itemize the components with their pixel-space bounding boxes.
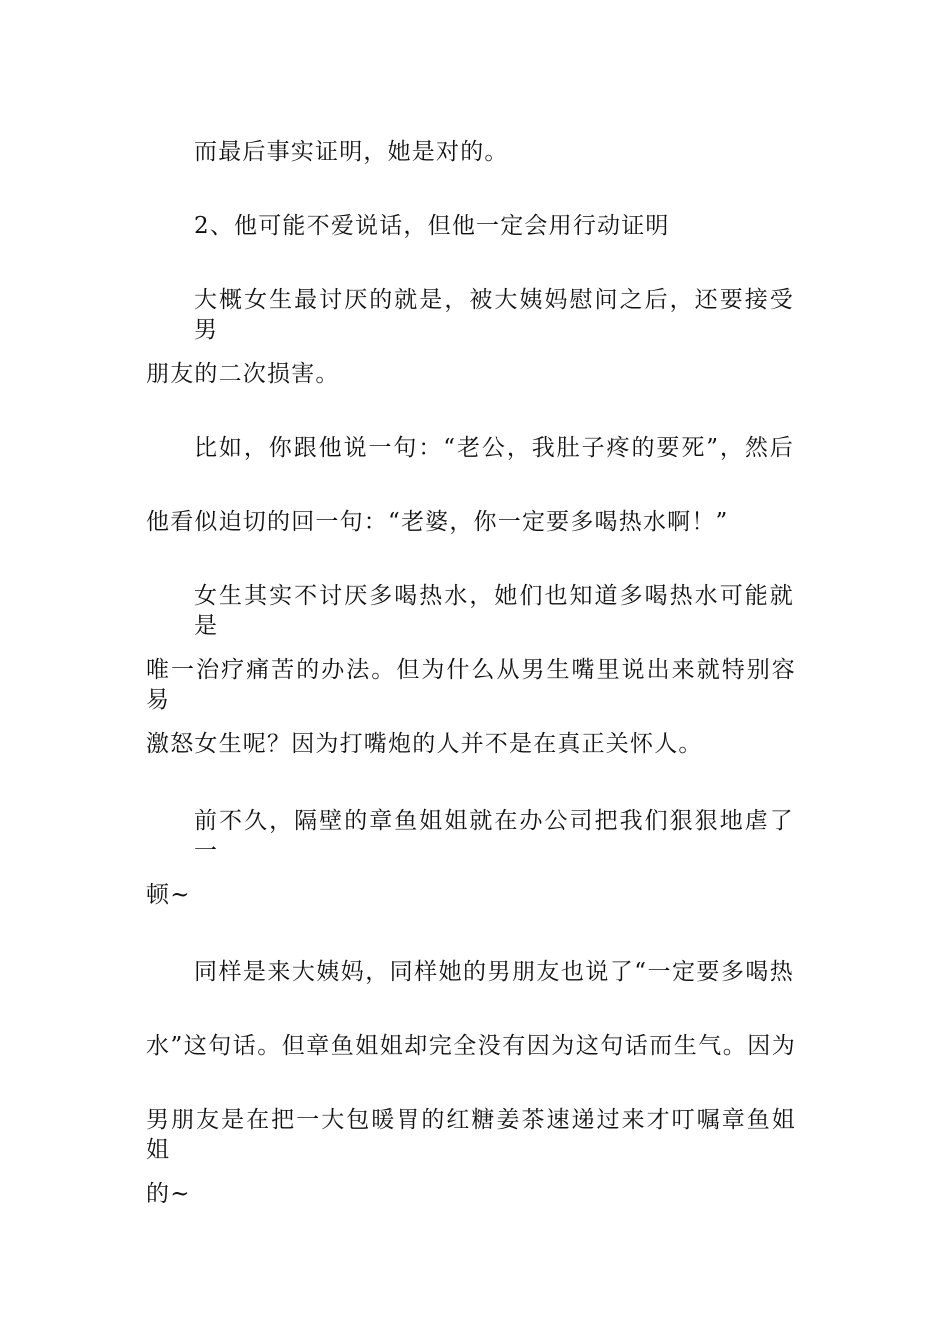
text-line: 激怒女生呢？因为打嘴炮的人并不是在真正关怀人。 — [146, 731, 703, 757]
text-line: 男朋友是在把一大包暖胃的红糖姜茶速递过来才叮嘱章鱼姐姐 — [146, 1107, 796, 1163]
text-line: 的~ — [146, 1181, 191, 1207]
text-line: 顿~ — [146, 882, 191, 908]
text-line: 而最后事实证明，她是对的。 — [194, 139, 509, 165]
text-line: 女生其实不讨厌多喝热水，她们也知道多喝热水可能就是 — [194, 583, 794, 639]
text-line: 他看似迫切的回一句：“老婆，你一定要多喝热水啊！” — [146, 509, 729, 535]
text-line: 唯一治疗痛苦的办法。但为什么从男生嘴里说出来就特别容易 — [146, 657, 796, 713]
text-line: 比如，你跟他说一句：“老公，我肚子疼的要死”，然后 — [194, 435, 794, 461]
text-line: 大概女生最讨厌的就是，被大姨妈慰问之后，还要接受男 — [194, 287, 794, 343]
section-heading: 2、他可能不爱说话，但他一定会用行动证明 — [194, 213, 670, 239]
text-line: 前不久，隔壁的章鱼姐姐就在办公司把我们狠狠地虐了一 — [194, 808, 794, 864]
text-line: 朋友的二次损害。 — [146, 361, 340, 387]
text-line: 水”这句话。但章鱼姐姐却完全没有因为这句话而生气。因为 — [146, 1033, 796, 1059]
text-line: 同样是来大姨妈，同样她的男朋友也说了“一定要多喝热 — [194, 959, 794, 985]
